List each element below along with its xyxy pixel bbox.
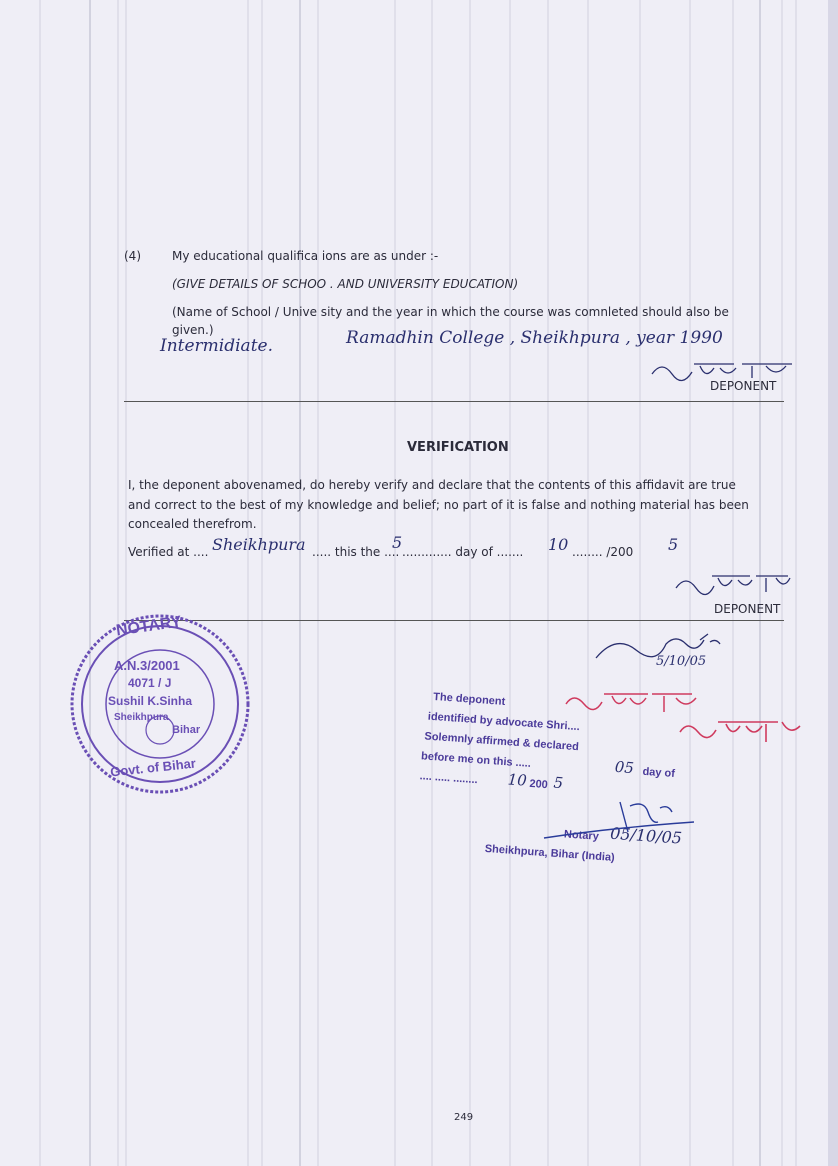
attestation-line5-suffix: 200 [529, 777, 549, 792]
attestation-place: Sheikhpura, Bihar (India) [484, 842, 616, 864]
page-number: 249 [454, 1112, 474, 1123]
attestation-notary: Notary [563, 828, 600, 843]
deponent-signature-red [560, 688, 810, 748]
seal-line4: Sheikhpura [114, 712, 169, 723]
deponent-label-2: DEPONENT [714, 602, 781, 616]
verification-line2: and correct to the best of my knowledge and belief; no part of it is false and nothing material has been [128, 498, 749, 512]
notary-signature [540, 796, 760, 856]
verification-title: VERIFICATION [407, 440, 509, 455]
seal-line3: Sushil K.Sinha [108, 694, 193, 708]
item-number: (4) [124, 249, 141, 263]
attestation-line3: Solemnly affirmed & declared [424, 730, 580, 754]
deponent-signature-2 [672, 570, 792, 598]
attestation-day: 05 [614, 757, 635, 778]
qualification-heading: My educational qualifica ions are as under :- [172, 249, 439, 263]
qualification-instruction: (GIVE DETAILS OF SCHOO . AND UNIVERSITY EDUCATION) [172, 277, 519, 291]
section-divider-1 [124, 401, 784, 402]
deponent-label-1: DEPONENT [710, 379, 777, 393]
year-label: ........ /200 [572, 545, 634, 559]
attestation-month: 10 [507, 770, 528, 790]
notary-seal [68, 612, 252, 796]
seal-line1: A.N.3/2001 [114, 658, 180, 673]
attestation-line2: identified by advocate Shri.... [427, 710, 581, 734]
verified-at-value: Sheikhpura [212, 535, 306, 554]
attestation-line4: before me on this ..... [420, 750, 532, 770]
attestation-line1: The deponent [432, 690, 506, 708]
year-value: 5 [668, 535, 679, 554]
day-of-label: ............. day of ....... [402, 545, 524, 559]
handwritten-college: Ramadhin College , Sheikhpura , year 1990 [346, 328, 723, 348]
advocate-sign-date: 5/10/05 [656, 654, 707, 669]
month-value: 10 [548, 535, 569, 554]
handwritten-course: Intermidiate. [160, 336, 273, 356]
attestation-year: 5 [552, 773, 564, 793]
this-the-label: ..... this the .... [312, 545, 400, 559]
seal-bottom: Govt. of Bihar [109, 755, 197, 780]
attestation-notary-date: 05/10/05 [609, 823, 683, 848]
qualification-note-line2: given.) [172, 323, 214, 337]
qualification-note-line1: (Name of School / Unive sity and the year in which the course was comnleted should also be [172, 305, 729, 319]
verified-at-label: Verified at .... [128, 545, 209, 559]
verification-line1: I, the deponent abovenamed, do hereby verify and declare that the contents of this affidavit are true [128, 478, 736, 492]
seal-line5: Bihar [172, 724, 201, 736]
day-value: 5 [392, 533, 403, 552]
attestation-day-of: day of [642, 765, 676, 780]
seal-top: NOTARY [115, 613, 183, 640]
verification-line3: concealed therefrom. [128, 517, 257, 531]
seal-line2: 4071 / J [128, 676, 172, 690]
attestation-line5-prefix: .... ..... ........ [419, 770, 479, 787]
